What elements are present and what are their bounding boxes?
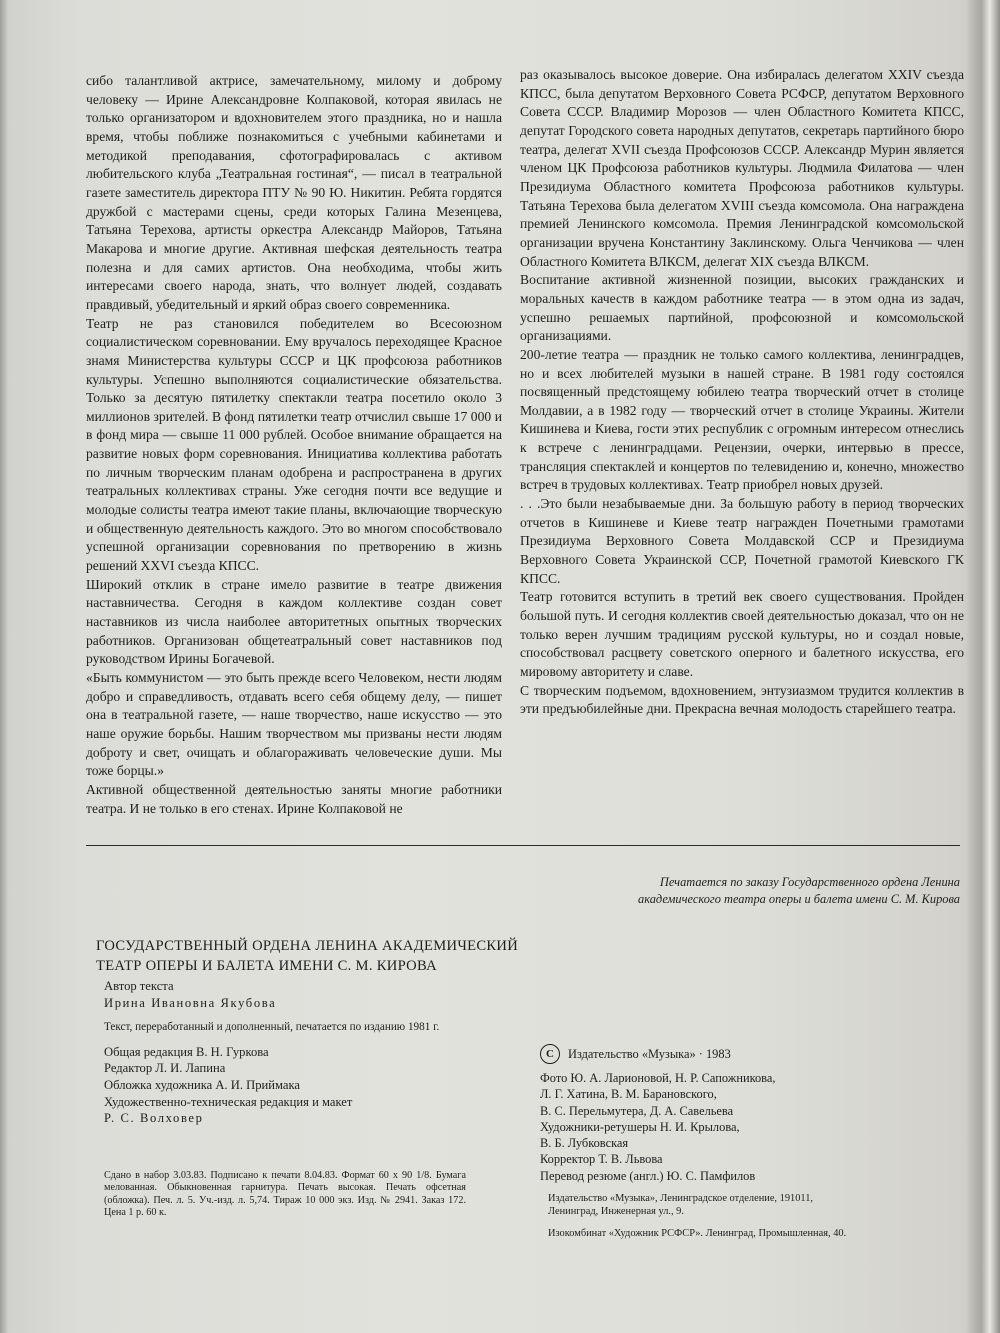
author-label: Автор текста (104, 979, 174, 993)
proofreader-credit: Корректор Т. В. Львова (540, 1152, 663, 1167)
retouch-credit-line-1: Художники-ретушеры Н. И. Крылова, (540, 1119, 740, 1134)
copyright-icon: C (540, 1044, 560, 1064)
publisher-address (548, 1193, 954, 1241)
photo-credit-line-1: Фото Ю. А. Ларионовой, Н. Р. Сапожникова, (540, 1071, 776, 1085)
publisher-year: Издательство «Музыка» · 1983 (568, 1046, 731, 1061)
right-paragraph-1: раз оказывалось высокое доверие. Она избиралась делегатом XXIV съезда КПСС, была депутатом Верховного Совета РСФСР, депутатом Верховного Совета СССР. Владимир Морозов — член Областного Комитета КПСС, депутат Городского совета народных депутатов, секретарь партийного бюро театра, делегат XVII съезда Профсоюзов СССР. Александр Мурин является членом ЦК Профсоюза работников культуры. Людмила Филатова — член Президиума Областного комитета Профсоюза работников культуры. Татьяна Терехова была делегатом XVIII съезда комсомола. Она награждена премией Ленинского комсомола. Премия Ленинградской комсомольской организации вручена Константину Заклинскому. Ольга Ченчикова — член Областного Комитета ВЛКСМ, делегат XIX съезда ВЛКСМ. (520, 67, 964, 269)
page-left-shadow (0, 0, 8, 1333)
publisher-address-line-2: Ленинград, Инженерная ул., 9. (548, 1205, 684, 1217)
right-paragraph-5: Театр готовится вступить в третий век своего существования. Пройден большой путь. И сегодня коллектив своей деятельностью доказал, что он не только верен лучшим традициям русской культуры, но и создал новые, способствовал расцвету советского оперного и балетного искусства, его мировому авторитету и славе. (520, 589, 964, 679)
edition-note: Текст, переработанный и дополненный, печатается по изданию 1981 г. (104, 1021, 440, 1034)
left-paragraph-5: Активной общественной деятельностью заняты многие работники театра. И не только в его стенах. Ирине Колпаковой не (86, 781, 502, 816)
right-text-column (520, 66, 964, 719)
left-paragraph-3: Широкий отклик в стране имело развитие в театре движения наставничества. Сегодня в каждом коллективе создан совет наставников из числа наиболее авторитетных опытных творческих работников. Организован общетеатральный совет наставников под руководством Ирины Богачевой. (86, 576, 502, 667)
copyright-line (540, 1044, 960, 1064)
right-paragraph-2: Воспитание активной жизненной позиции, высоких гражданских и моральных качеств в каждом работнике театра — в этом одна из задач, успешно решаемых партийной, профсоюзной и комсомольской организациями. (520, 272, 964, 344)
left-paragraph-4: «Быть коммунистом — это быть прежде всего Человеком, нести людям добро и справедливость, отдавать всего себя общему делу, — пишет она в театральной газете, — наше творчество, наше искусство — это наше оружие борьбы. Нашим творчеством мы призваны нести людям доброту и свет, очищать и облагораживать человеческие души. Мы тоже борцы.» (86, 670, 502, 779)
left-paragraph-1: сибо талантливой актрисе, замечательному, милому и доброму человеку — Ирине Александровне Колпаковой, которая явилась не только организатором и вдохновителем этого праздника, но и нашла время, чтобы поближе познакомиться с учебными кабинетами и методикой преподавания, сфотографировалась с активом любительского клуба „Театральная гостиная“, — писал в театральной газете заместитель директора ПТУ № 90 Ю. Никитин. Ребята гордятся дружбой с мастерами сцены, среди которых Галина Мезенцева, Татьяна Терехова, артисты оркестра Александр Майоров, Татьяна Макарова и многие другие. Активная шефская деятельность театра полезна и для самих артистов. Она необходима, чтобы жить интересами своего народа, знать, что волнует людей, создавать правдивый, убедительный и яркий образ своего современника. (86, 73, 502, 312)
general-editor: Общая редакция В. Н. Гуркова (104, 1044, 269, 1059)
right-paragraph-4: . . .Это были незабываемые дни. За большую работу в период творческих отчетов в Кишиневе и Киеве театр награжден Почетными грамотами Президиума Верховного Совета Молдавской ССР и Президиума Верховного Совета Украинской ССР, Почетной грамотой Киевского ГК КПСС. (520, 496, 964, 586)
cover-artist: Обложка художника А. И. Приймака (104, 1077, 301, 1092)
publisher-address-line-1: Издательство «Музыка», Ленинградское отделение, 191011, (548, 1193, 814, 1204)
photo-credit-line-3: В. С. Перельмутера, Д. А. Савельева (540, 1103, 734, 1118)
left-text-column (86, 72, 502, 818)
section-divider (86, 845, 960, 846)
photo-credit-line-2: Л. Г. Хатина, В. М. Барановского, (540, 1087, 717, 1102)
order-note (540, 874, 960, 908)
book-title-line-1: ГОСУДАРСТВЕННЫЙ ОРДЕНА ЛЕНИНА АКАДЕМИЧЕСКИЙ (96, 938, 519, 954)
translation-credit: Перевод резюме (англ.) Ю. С. Памфилов (540, 1168, 756, 1183)
imprint-credits-right (540, 1044, 960, 1184)
order-note-line-2: академического театра оперы и балета имени С. М. Кирова (638, 892, 960, 906)
imprint-credits-left (104, 978, 524, 1127)
right-paragraph-6: С творческим подъемом, вдохновением, энтузиазмом трудится коллектив в эти предъюбилейные дни. Прекрасна вечная молодость старейшего театра. (520, 682, 964, 717)
order-note-line-1: Печатается по заказу Государственного ордена Ленина (659, 875, 960, 889)
page-right-edge (966, 0, 1000, 1333)
tech-editor-name: Р. С. Волховер (104, 1111, 204, 1126)
printer-address: Изокомбинат «Художник РСФСР». Ленинград, Промышленная, 40. (548, 1228, 847, 1240)
retouch-credit-line-2: В. Б. Лубковская (540, 1136, 629, 1151)
right-paragraph-3: 200-летие театра — праздник не только самого коллектива, ленинградцев, но и всех любителей музыки в нашей стране. В 1981 году состоялся посвященный предстоящему юбилею театра творческий отчет в столице Молдавии, а в 1982 году — творческий отчет в столице Украины. Жители Кишинева и Киева, гости этих республик с огромным интересом отнеслись к встрече с ленинградцами. Рецензии, очерки, интервью в прессе, трансляция спектаклей и концертов по телевидению и, конечно, множество встреч в трудовых коллективах. Театр приобрел новых друзей. (520, 346, 964, 493)
author-name: Ирина Ивановна Якубова (104, 995, 277, 1010)
book-title (96, 936, 656, 976)
printing-details: Сдано в набор 3.03.83. Подписано к печати 8.04.83. Формат 60 x 90 1/8. Бумага мелованная. Обыкновенная гарнитура. Печать высокая. Печать офсетная (обложка). Печ. л. 5. Уч.-изд. л. 5,74. Тираж 10 000 экз. Изд. № 2941. Заказ 172. Цена 1 р. 60 к. (104, 1170, 466, 1219)
left-paragraph-2: Театр не раз становился победителем во Всесоюзном социалистическом соревновании. Ему вручалось переходящее Красное знамя Министерства культуры СССР и ЦК профсоюза работников культуры. Успешно выполняются социалистические обязательства. Только за десятую пятилетку спектакли театра посетило около 3 миллионов зрителей. В фонд пятилетки театр отчислил свыше 17 000 и в фонд мира — свыше 11 000 рублей. Особое внимание обращается на развитие новых форм соревнования. Инициатива коллектива работать по личным творческим планам одобрена и распространена в других театральных коллективах страны. Уже сегодня почти все ведущие и молодые солисты театра имеют такие планы, включающие творческую и общественную деятельность каждого. Это во многом способствовало успешной организации соревнования по претворению в жизнь решений XXVI съезда КПСС. (86, 315, 502, 574)
book-title-line-2: ТЕАТР ОПЕРЫ И БАЛЕТА ИМЕНИ С. М. КИРОВА (96, 958, 437, 974)
editor: Редактор Л. И. Лапина (104, 1061, 226, 1076)
tech-editor-label: Художественно-техническая редакция и макет (104, 1094, 353, 1109)
